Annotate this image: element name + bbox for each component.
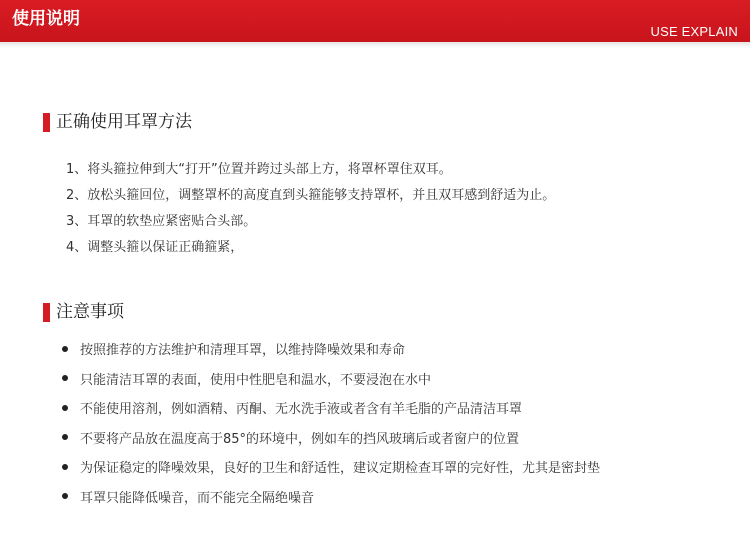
section-notes-title: 注意事项 — [56, 302, 124, 322]
notes-item — [62, 393, 600, 423]
notes-item-text: 只能清洁耳罩的表面，使用中性肥皂和温水，不要浸泡在水中 — [80, 372, 432, 388]
notes-item — [62, 452, 600, 482]
notes-item-text: 为保证稳定的降噪效果，良好的卫生和舒适性，建议定期检查耳罩的完好性，尤其是密封垫 — [80, 461, 601, 477]
header-bar — [0, 0, 750, 42]
notes-item — [62, 364, 600, 394]
bullet-icon — [62, 346, 68, 352]
section-marker — [43, 113, 50, 132]
notes-list — [62, 334, 600, 511]
notes-item — [62, 423, 600, 453]
notes-item-text: 按照推荐的方法维护和清理耳罩，以维持降噪效果和寿命 — [80, 343, 406, 359]
method-steps-list — [66, 157, 555, 261]
notes-item — [62, 334, 600, 364]
page-title: 使用说明 — [12, 9, 80, 29]
section-method-title: 正确使用耳罩方法 — [56, 112, 192, 132]
header-shadow — [0, 42, 750, 48]
notes-item-text: 耳罩只能降低噪音，而不能完全隔绝噪音 — [80, 490, 315, 506]
method-step: 2、放松头箍回位，调整罩杯的高度直到头箍能够支持罩杯，并且双耳感到舒适为止。 — [66, 188, 556, 203]
bullet-icon — [62, 405, 68, 411]
section-method-header — [43, 111, 192, 133]
bullet-icon — [62, 464, 68, 470]
bullet-icon — [62, 493, 68, 499]
notes-item-text: 不能使用溶剂，例如酒精、丙酮、无水洗手液或者含有羊毛脂的产品清洁耳罩 — [80, 402, 523, 418]
notes-item — [62, 482, 600, 512]
method-step: 4、调整头箍以保证正确箍紧， — [66, 240, 244, 255]
notes-item-text: 不要将产品放在温度高于85°的环境中，例如车的挡风玻璃后或者窗户的位置 — [80, 431, 520, 447]
method-step: 1、将头箍拉伸到大“打开”位置并跨过头部上方，将罩杯罩住双耳。 — [66, 162, 452, 177]
bullet-icon — [62, 434, 68, 440]
section-notes-header — [43, 301, 124, 323]
page-subtitle-en: USE EXPLAIN — [650, 24, 738, 39]
method-step: 3、耳罩的软垫应紧密贴合头部。 — [66, 214, 257, 229]
bullet-icon — [62, 375, 68, 381]
section-marker — [43, 303, 50, 322]
